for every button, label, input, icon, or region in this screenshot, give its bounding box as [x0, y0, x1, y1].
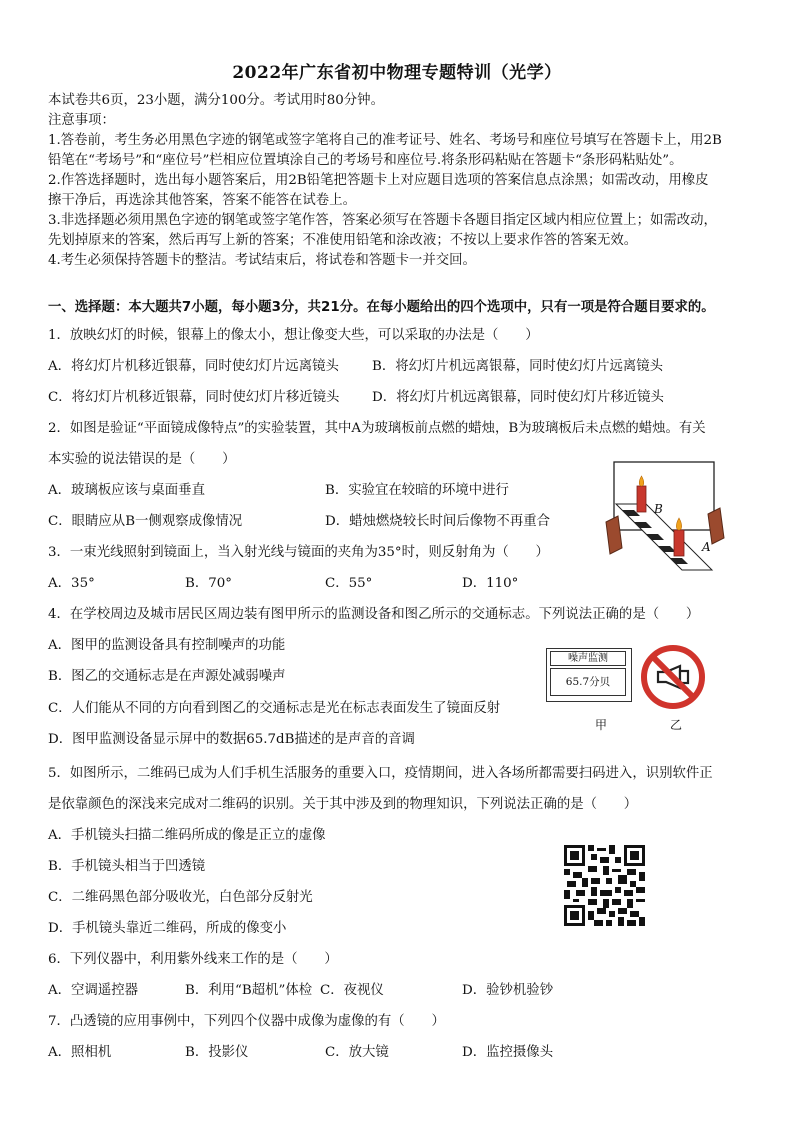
notice-line: 2.作答选择题时，选出每小题答案后，用2B铅笔把答题卡上对应题目选项的答案信息点涂黑；如需改动，用橡皮: [48, 173, 709, 188]
question-stem-cont: 是依靠颜色的深浅来完成对二维码的识别。关于其中涉及到的物理知识，下列说法正确的是（ ）: [48, 797, 638, 812]
option-b: B．手机镜头相当于凹透镜: [48, 859, 206, 874]
notice-line: 1.答卷前，考生务必用黑色字迹的钢笔或签字笔将自己的准考证号、姓名、考场号和座位号填写在答题卡上，用2B: [48, 133, 722, 148]
no-horn-sign-icon: [640, 644, 706, 710]
notice-line: 4.考生必须保持答题卡的整洁。考试结束后，将试卷和答题卡一并交回。: [48, 253, 476, 268]
option-b: B．利用“B超机”体检: [185, 983, 313, 998]
option-a: A．35°: [48, 576, 95, 591]
qr-code-icon: [564, 845, 645, 926]
question-stem: 3．一束光线照射到镜面上，当入射光线与镜面的夹角为35°时，则反射角为（ ）: [48, 545, 549, 560]
option-c: C．55°: [325, 576, 373, 591]
option-a: A．手机镜头扫描二维码所成的像是正立的虚像: [48, 828, 326, 843]
monitor-value: 65.7分贝: [550, 668, 626, 696]
option-c: C．眼睛应从B一侧观察成像情况: [48, 514, 243, 529]
option-d: D．手机镜头靠近二维码，所成的像变小: [48, 921, 287, 936]
caption-yi: 乙: [670, 718, 683, 732]
option-b: B．将幻灯片机远离银幕，同时使幻灯片远离镜头: [372, 359, 664, 374]
noise-monitor-figure: [546, 648, 632, 702]
notice-line: 先划掉原来的答案，然后再写上新的答案；不准使用铅笔和涂改液；不按以上要求作答的答案无效。: [48, 233, 638, 248]
option-d: D．蜡烛燃烧较长时间后像物不再重合: [325, 514, 550, 529]
option-c: C．人们能从不同的方向看到图乙的交通标志是光在标志表面发生了镜面反射: [48, 701, 501, 716]
option-b: B．图乙的交通标志是在声源处减弱噪声: [48, 669, 286, 684]
option-c: C．将幻灯片机移近银幕，同时使幻灯片移近镜头: [48, 390, 340, 405]
label-a: A: [702, 540, 711, 554]
notice-heading: 注意事项：: [48, 113, 115, 128]
question-stem: 5．如图所示，二维码已成为人们手机生活服务的重要入口，疫情期间，进入各场所都需要扫码进入，识别软件正: [48, 766, 713, 781]
question-stem: 7．凸透镜的应用事例中，下列四个仪器中成像为虚像的有（ ）: [48, 1014, 445, 1029]
option-a: A．玻璃板应该与桌面垂直: [48, 483, 205, 498]
page-title: 2022年广东省初中物理专题特训（光学）: [232, 63, 562, 83]
option-d: D．验钞机验钞: [462, 983, 554, 998]
option-d: D．图甲监测设备显示屏中的数据65.7dB描述的是声音的音调: [48, 732, 415, 747]
option-a: A．空调遥控器: [48, 983, 139, 998]
notice-line: 3.非选择题必须用黑色字迹的钢笔或签字笔作答，答案必须写在答题卡各题目指定区域内相应位置上；如需改动，: [48, 213, 717, 228]
question-stem: 6．下列仪器中，利用紫外线来工作的是（ ）: [48, 952, 338, 967]
caption-jia: 甲: [595, 718, 608, 732]
question-stem: 1．放映幻灯的时候，银幕上的像太小，想让像变大些，可以采取的办法是（ ）: [48, 328, 539, 343]
section-heading: 一、选择题：本大题共7小题，每小题3分，共21分。在每小题给出的四个选项中，只有一项是符合题目要求的。: [48, 300, 715, 315]
option-a: A．照相机: [48, 1045, 112, 1060]
option-a: A．图甲的监测设备具有控制噪声的功能: [48, 638, 286, 653]
question-stem: 2．如图是验证“平面镜成像特点”的实验装置，其中A为玻璃板前点燃的蜡烛，B为玻璃板后未点燃的蜡烛。有关: [48, 421, 706, 436]
option-c: C．放大镜: [325, 1045, 389, 1060]
notice-line: 擦干净后，再选涂其他答案，答案不能答在试卷上。: [48, 193, 356, 208]
option-b: B．实验宜在较暗的环境中进行: [325, 483, 509, 498]
question-stem-cont: 本实验的说法错误的是（ ）: [48, 452, 236, 467]
option-c: C．夜视仪: [320, 983, 384, 998]
option-b: B．70°: [185, 576, 232, 591]
mirror-experiment-figure: [604, 458, 736, 576]
label-b: B: [654, 502, 663, 516]
question-stem: 4．在学校周边及城市居民区周边装有图甲所示的监测设备和图乙所示的交通标志。下列说法正确的是（ ）: [48, 607, 700, 622]
option-d: D．110°: [462, 576, 519, 591]
intro-text: 本试卷共6页，23小题，满分100分。考试用时80分钟。: [48, 93, 384, 108]
monitor-title: 噪声监测: [550, 651, 626, 666]
option-a: A．将幻灯片机移近银幕，同时使幻灯片远离镜头: [48, 359, 339, 374]
notice-line: 铅笔在“考场号”和“座位号”栏相应位置填涂自己的考场号和座位号.将条形码粘贴在答题卡“条形码粘贴处”。: [48, 153, 683, 168]
option-c: C．二维码黑色部分吸收光，白色部分反射光: [48, 890, 313, 905]
option-b: B．投影仪: [185, 1045, 249, 1060]
option-d: D．将幻灯片机远离银幕，同时使幻灯片移近镜头: [372, 390, 664, 405]
option-d: D．监控摄像头: [462, 1045, 554, 1060]
